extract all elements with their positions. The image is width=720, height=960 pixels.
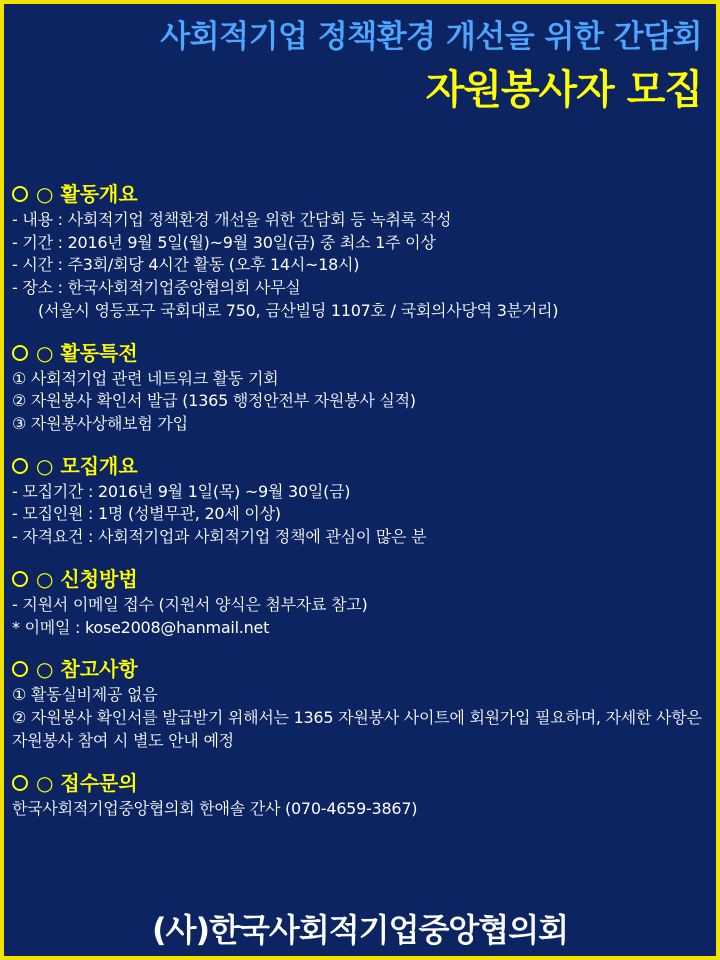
notes-line: ② 자원봉사 확인서를 발급받기 위해서는 1365 자원봉사 사이트에 회원가입 필요하며, 자세한 사항은 자원봉사 참여 시 별도 안내 예정: [12, 708, 702, 750]
activity-benefits-line: ③ 자원봉사상해보험 가입: [12, 414, 188, 434]
contact-heading: [12, 771, 708, 795]
page-subtitle: 자원봉사자 모집: [425, 67, 702, 113]
circle-bullet-icon: [12, 571, 28, 587]
contact-body: [12, 798, 708, 821]
application-method-heading: [12, 567, 708, 591]
activity-overview-body: [12, 209, 708, 323]
activity-benefits-heading: [12, 341, 708, 365]
notes-body: [12, 684, 708, 752]
activity-benefits-body: [12, 368, 708, 436]
activity-overview-line: - 기간 : 2016년 9월 5일(월)~9월 30일(금) 중 최소 1주 이상: [12, 232, 436, 252]
activity-benefits-section: [12, 341, 708, 436]
application-method-heading-text: ○ 신청방법: [36, 566, 138, 591]
contact-section: [12, 771, 708, 821]
poster-content: [12, 182, 708, 820]
recruitment-overview-heading: [12, 454, 708, 478]
activity-benefits-line: ② 자원봉사 확인서 발급 (1365 행정안전부 자원봉사 실적): [12, 391, 416, 411]
notes-heading-text: ○ 참고사항: [36, 657, 138, 682]
recruitment-overview-line: - 자격요건 : 사회적기업과 사회적기업 정책에 관심이 많은 분: [12, 527, 427, 547]
recruitment-overview-line: - 모집기간 : 2016년 9월 1일(목) ~9월 30일(금): [12, 481, 351, 501]
circle-bullet-icon: [12, 186, 28, 202]
application-method-section: [12, 567, 708, 639]
notes-section: [12, 657, 708, 752]
circle-bullet-icon: [12, 345, 28, 361]
recruitment-overview-body: [12, 481, 708, 549]
activity-overview-heading-text: ○ 활동개요: [36, 182, 138, 206]
activity-benefits-heading-text: ○ 활동특전: [36, 340, 138, 365]
recruitment-overview-section: [12, 454, 708, 549]
poster-header: [4, 4, 716, 124]
activity-overview-line: - 장소 : 한국사회적기업중앙협의회 사무실: [12, 278, 301, 298]
circle-bullet-icon: [12, 458, 28, 474]
page-title: 사회적기업 정책환경 개선을 위한 간담회: [160, 19, 702, 55]
activity-overview-line: - 내용 : 사회적기업 정책환경 개선을 위한 간담회 등 녹취록 작성: [12, 210, 452, 229]
contact-line: 한국사회적기업중앙협의회 한애솔 간사 (070-4659-3867): [12, 798, 418, 818]
notes-heading: [12, 657, 708, 681]
application-method-line: - 지원서 이메일 접수 (지원서 양식은 첨부자료 참고): [12, 594, 368, 614]
recruitment-overview-heading-text: ○ 모집개요: [36, 453, 138, 478]
circle-bullet-icon: [12, 661, 28, 677]
application-method-body: [12, 594, 708, 639]
contact-heading-text: ○ 접수문의: [36, 770, 138, 795]
circle-bullet-icon: [12, 775, 28, 791]
activity-overview-section: [12, 182, 708, 323]
email-address-line: * 이메일 : kose2008@hanmail.net: [12, 617, 270, 637]
activity-overview-line: - 시간 : 주3회/회당 4시간 활동 (오후 14시~18시): [12, 255, 360, 275]
notes-line: ① 활동실비제공 없음: [12, 685, 158, 705]
organization-footer: (사)한국사회적기업중앙협의회: [151, 911, 569, 949]
activity-overview-line: (서울시 영등포구 국회대로 750, 금산빌딩 1107호 / 국회의사당역 3분거리): [38, 300, 559, 320]
activity-overview-heading: [12, 182, 708, 206]
activity-benefits-line: ① 사회적기업 관련 네트워크 활동 기회: [12, 368, 279, 388]
recruitment-overview-line: - 모집인원 : 1명 (성별무관, 20세 이상): [12, 504, 281, 524]
